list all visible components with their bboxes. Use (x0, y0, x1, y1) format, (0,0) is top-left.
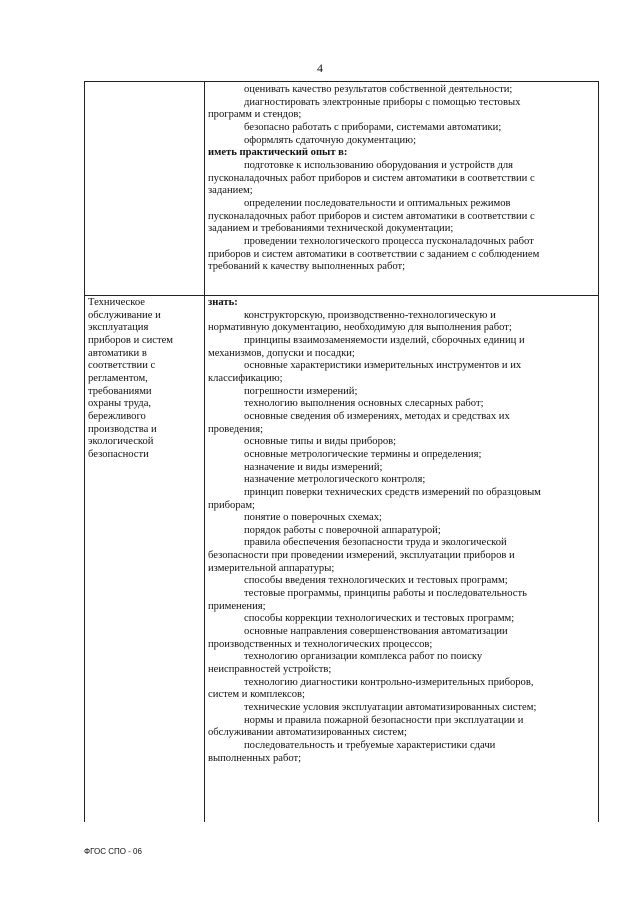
text-line: программ и стендов; (208, 109, 302, 121)
section-heading: знать: (208, 297, 238, 308)
activity-text-line: регламентом, (88, 372, 148, 384)
text-line: основные типы и виды приборов; (244, 436, 397, 448)
text-line: принцип поверки технических средств измерений по образцовым (244, 486, 541, 498)
activity-text-line: требованиями (88, 385, 152, 397)
competency-table (84, 81, 599, 822)
activity-text-line: экологической (88, 436, 154, 448)
text-line: систем и комплексов; (208, 689, 305, 701)
column-divider (204, 82, 205, 822)
text-line: конструкторскую, производственно-технологическую и (244, 309, 496, 321)
text-line: неисправностей устройств; (208, 664, 332, 676)
text-line: нормы и правила пожарной безопасности при эксплуатации и (244, 714, 524, 726)
text-line: проведении технологического процесса пусконаладочных работ (244, 235, 534, 247)
text-line: определении последовательности и оптимальных режимов (244, 197, 511, 209)
text-line: технологию организации комплекса работ по поиску (244, 651, 483, 663)
text-line: тестовые программы, принципы работы и последовательность (244, 588, 527, 600)
text-line: пусконаладочных работ приборов и систем автоматики в соответствии с (208, 210, 535, 222)
text-line: производственных и технологических процессов; (208, 638, 433, 650)
text-line: технические условия эксплуатации автоматизированных систем; (244, 702, 537, 713)
text-line: диагностировать электронные приборы с помощью тестовых (244, 96, 521, 108)
activity-text-line: безопасности (88, 448, 149, 460)
text-line: измерительной аппаратуры; (208, 562, 335, 574)
text-line: понятие о поверочных схемах; (244, 512, 382, 524)
text-line: заданием и требованиями технической документации; (208, 223, 454, 235)
row1-requirements-cell (208, 84, 596, 274)
row2-activity-cell (88, 297, 201, 462)
text-line: приборам; (208, 499, 255, 511)
text-line: пусконаладочных работ приборов и систем автоматики в соответствии с (208, 172, 535, 184)
text-line: безопасно работать с приборами, системами автоматики; (244, 121, 502, 133)
text-line: основные метрологические термины и определения; (244, 448, 482, 460)
text-line: погрешности измерений; (244, 385, 358, 397)
text-line: технологию выполнения основных слесарных работ; (244, 398, 484, 410)
activity-text-line: охраны труда, (88, 398, 152, 410)
text-line: назначение и виды измерений; (244, 461, 383, 473)
text-line: основные характеристики измерительных инструментов и их (244, 360, 522, 372)
activity-text-line: соответствии с (88, 360, 156, 372)
text-line: требований к качеству выполненных работ; (208, 261, 406, 273)
text-line: безопасности при проведении измерений, эксплуатации приборов и (208, 550, 515, 562)
text-line: порядок работы с поверочной аппаратурой; (244, 524, 441, 536)
text-line: технологию диагностики контрольно-измерительных приборов, (244, 676, 534, 688)
footer-code: ФГОС СПО - 06 (84, 847, 142, 856)
text-line: принципы взаимозаменяемости изделий, сборочных единиц и (244, 334, 525, 346)
text-line: основные сведения об измерениях, методах и средствах их (244, 410, 510, 422)
text-line: приборов и систем автоматики в соответствии с заданием с соблюдением (208, 248, 540, 260)
row2-requirements-cell (208, 297, 596, 765)
text-line: способы введения технологических и тестовых программ; (244, 575, 508, 587)
text-line: правила обеспечения безопасности труда и экологической (244, 537, 507, 549)
activity-text-line: обслуживание и (88, 309, 161, 321)
text-line: нормативную документацию, необходимую для выполнения работ; (208, 322, 512, 334)
text-line: проведения; (208, 423, 264, 435)
text-line: применения; (208, 600, 266, 612)
text-line: выполненных работ; (208, 752, 302, 764)
text-line: оформлять сдаточную документацию; (244, 134, 417, 146)
text-line: заданием; (208, 185, 253, 197)
activity-text-line: эксплуатация (88, 322, 149, 334)
text-line: способы коррекции технологических и тестовых программ; (244, 613, 515, 625)
activity-text-line: автоматики в (88, 347, 147, 359)
text-line: назначение метрологического контроля; (244, 474, 426, 486)
text-line: оценивать качество результатов собственной деятельности; (244, 84, 513, 95)
activity-text-line: производства и (88, 423, 157, 435)
text-line: подготовке к использованию оборудования и устройств для (244, 159, 514, 171)
section-heading: иметь практический опыт в: (208, 147, 348, 159)
text-line: классификацию; (208, 372, 283, 384)
activity-text-line: бережливого (88, 410, 146, 422)
text-line: обслуживании автоматизированных систем; (208, 727, 407, 739)
text-line: механизмов, допуски и посадки; (208, 347, 355, 359)
row-divider (85, 295, 598, 296)
text-line: последовательность и требуемые характеристики сдачи (244, 739, 496, 751)
page-number: 4 (317, 61, 323, 75)
text-line: основные направления совершенствования автоматизации (244, 626, 508, 638)
activity-text-line: приборов и систем (88, 334, 173, 346)
activity-text-line: Техническое (88, 297, 145, 308)
